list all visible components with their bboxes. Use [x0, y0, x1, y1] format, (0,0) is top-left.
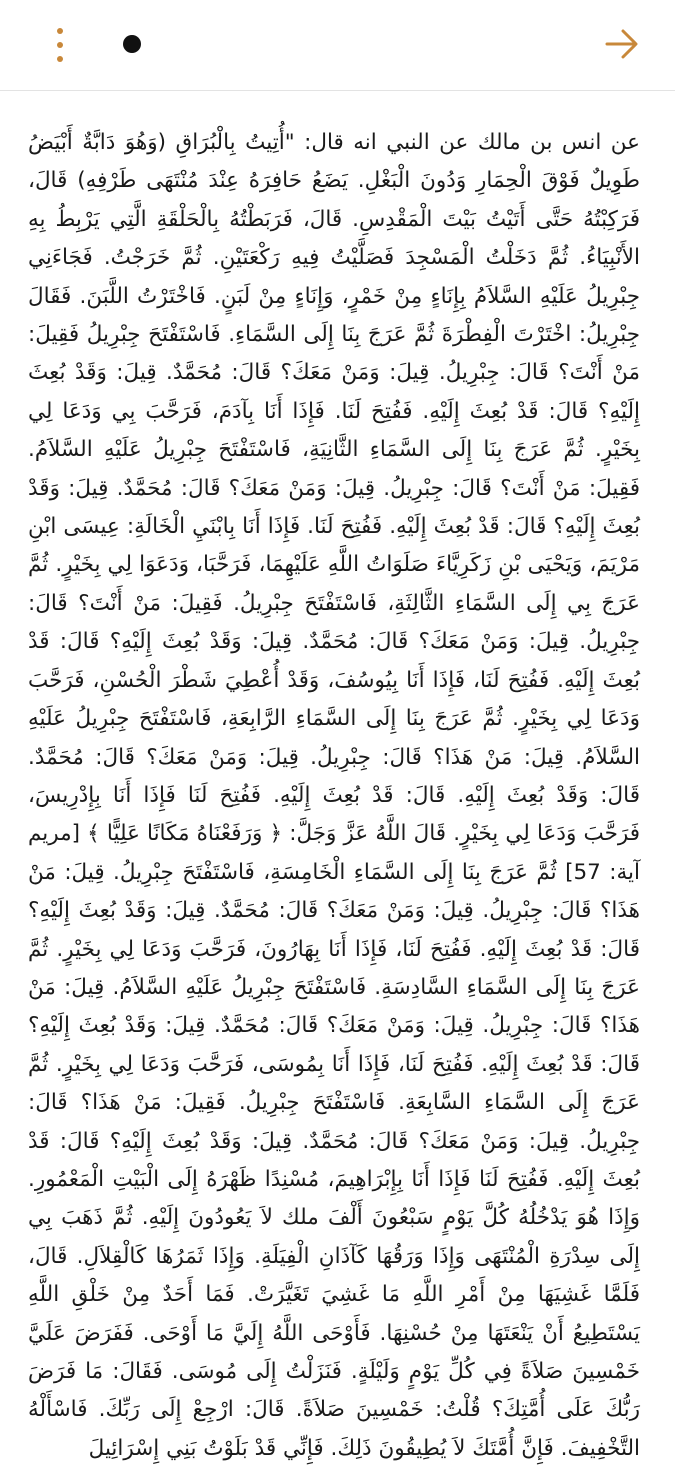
hadith-text-container	[28, 124, 640, 1461]
toolbar	[0, 0, 675, 91]
hadith-text: عن انس بن مالك عن النبي انه قال: "أُتِيتُ بِالْبُرَاقِ (وَهُوَ دَابَّةٌ أَبْيَضُ طَوِيلٌ فَوْقَ الْحِمَارِ وَدُونَ الْبَغْلِ. يَضَعُ حَافِرَهُ عِنْدَ مُنْتَهَى طَرْفِهِ) قَالَ، فَرَكِبْتُهُ حَتَّى أَتَيْتُ بَيْتَ الْمَقْدِسِ. قَالَ، فَرَبَطْتُهُ بِالْحَلْقَةِ الَّتِي يَرْبِطُ بِهِ الأَنْبِيَاءُ. ثُمَّ دَخَلْتُ الْمَسْجِدَ فَصَلَّيْتُ فِيهِ رَكْعَتَيْنِ. ثُمَّ خَرَجْتُ. فَجَاءَنِي جِبْرِيلُ عَلَيْهِ السَّلاَمُ بِإِنَاءٍ مِنْ خَمْرٍ، وَإِنَاءٍ مِنْ لَبَنٍ. فَاخْتَرْتُ اللَّبَنَ. فَقَالَ جِبْرِيلُ: اخْتَرْتَ الْفِطْرَةَ ثُمَّ عَرَجَ بِنَا إِلَى السَّمَاءِ. فَاسْتَفْتَحَ جِبْرِيلُ فَقِيلَ: مَنْ أَنْتَ؟ قَالَ: جِبْرِيلُ. قِيلَ: وَمَنْ مَعَكَ؟ قَالَ: مُحَمَّدٌ. قِيلَ: وَقَدْ بُعِثَ إِلَيْهِ؟ قَالَ: قَدْ بُعِثَ إِلَيْهِ. فَفُتِحَ لَنَا. فَإِذَا أَنَا بِآدَمَ، فَرَحَّبَ بِي وَدَعَا لِي بِخَيْرٍ. ثُمَّ عَرَجَ بِنَا إِلَى السَّمَاءِ الثَّانِيَةِ، فَاسْتَفْتَحَ جِبْرِيلُ عَلَيْهِ السَّلاَمُ. فَقِيلَ: مَنْ أَنْتَ؟ قَالَ: جِبْرِيلُ. قِيلَ: وَمَنْ مَعَكَ؟ قَالَ: مُحَمَّدٌ. قِيلَ: وَقَدْ بُعِثَ إِلَيْهِ؟ قَالَ: قَدْ بُعِثَ إِلَيْهِ. فَفُتِحَ لَنَا. فَإِذَا أَنَا بِابْنَيِ الْخَالَةِ: عِيسَى ابْنِ مَرْيَمَ، وَيَحْيَى بْنِ زَكَرِيَّاءَ صَلَوَاتُ اللَّهِ عَلَيْهِمَا، فَرَحَّبَا، وَدَعَوَا لِي بِخَيْرٍ. ثُمَّ عَرَجَ بِي إِلَى السَّمَاءِ الثَّالِثَةِ، فَاسْتَفْتَحَ جِبْرِيلُ. فَقِيلَ: مَنْ أَنْتَ؟ قَالَ: جِبْرِيلُ. قِيلَ: وَمَنْ مَعَكَ؟ قَالَ: مُحَمَّدٌ. قِيلَ: وَقَدْ بُعِثَ إِلَيْهِ؟ قَالَ: قَدْ بُعِثَ إِلَيْهِ. فَفُتِحَ لَنَا، فَإِذَا أَنَا بِيُوسُفَ، وَقَدْ أُعْطِيَ شَطْرَ الْحُسْنِ، فَرَحَّبَ وَدَعَا لِي بِخَيْرٍ. ثُمَّ عَرَجَ بِنَا إِلَى السَّمَاءِ الرَّابِعَةِ، فَاسْتَفْتَحَ جِبْرِيلُ عَلَيْهِ السَّلاَمُ. قِيلَ: مَنْ هَذَا؟ قَالَ: جِبْرِيلُ. قِيلَ: وَمَنْ مَعَكَ؟ قَالَ: مُحَمَّدٌ. قَالَ: وَقَدْ بُعِثَ إِلَيْهِ. قَالَ: قَدْ بُعِثَ إِلَيْهِ. فَفُتِحَ لَنَا فَإِذَا أَنَا بِإِدْرِيسَ، فَرَحَّبَ وَدَعَا لِي بِخَيْرٍ. قَالَ اللَّهُ عَزَّ وَجَلَّ: ﴿ وَرَفَعْنَاهُ مَكَانًا عَلِيًّا ﴾ [مريم آية: 57] ثُمَّ عَرَجَ بِنَا إِلَى السَّمَاءِ الْخَامِسَةِ، فَاسْتَفْتَحَ جِبْرِيلُ. قِيلَ: مَنْ هَذَا؟ قَالَ: جِبْرِيلُ. قِيلَ: وَمَنْ مَعَكَ؟ قَالَ: مُحَمَّدٌ. قِيلَ: وَقَدْ بُعِثَ إِلَيْهِ؟ قَالَ: قَدْ بُعِثَ إِلَيْهِ. فَفُتِحَ لَنَا، فَإِذَا أَنَا بِهَارُونَ، فَرَحَّبَ وَدَعَا لِي بِخَيْرٍ. ثُمَّ عَرَجَ بِنَا إِلَى السَّمَاءِ السَّادِسَةِ. فَاسْتَفْتَحَ جِبْرِيلُ عَلَيْهِ السَّلاَمُ. قِيلَ: مَنْ هَذَا؟ قَالَ: جِبْرِيلُ. قِيلَ: وَمَنْ مَعَكَ؟ قَالَ: مُحَمَّدٌ. قِيلَ: وَقَدْ بُعِثَ إِلَيْهِ؟ قَالَ: قَدْ بُعِثَ إِلَيْهِ. فَفُتِحَ لَنَا، فَإِذَا أَنَا بِمُوسَى، فَرَحَّبَ وَدَعَا لِي بِخَيْرٍ. ثُمَّ عَرَجَ إِلَى السَّمَاءِ السَّابِعَةِ. فَاسْتَفْتَحَ جِبْرِيلُ. فَقِيلَ: مَنْ هَذَا؟ قَالَ: جِبْرِيلُ. قِيلَ: وَمَنْ مَعَكَ؟ قَالَ: مُحَمَّدٌ. قِيلَ: وَقَدْ بُعِثَ إِلَيْهِ؟ قَالَ: قَدْ بُعِثَ إِلَيْهِ. فَفُتِحَ لَنَا فَإِذَا أَنَا بِإِبْرَاهِيمَ، مُسْنِدًا ظَهْرَهُ إِلَى الْبَيْتِ الْمَعْمُورِ. وَإِذَا هُوَ يَدْخُلُهُ كُلَّ يَوْمٍ سَبْعُونَ أَلْفَ ملك لاَ يَعُودُونَ إِلَيْهِ. ثُمَّ ذَهَبَ بِي إِلَى سِدْرَةِ الْمُنْتَهَى وَإِذَا وَرَقُهَا كَآذَانِ الْفِيَلَةِ. وَإِذَا ثَمَرُهَا كَالْقِلاَلِ. قَالَ، فَلَمَّا غَشِيَهَا مِنْ أَمْرِ اللَّهِ مَا غَشِيَ تَغَيَّرَتْ. فَمَا أَحَدٌ مِنْ خَلْقِ اللَّهِ يَسْتَطِيعُ أَنْ يَنْعَتَهَا مِنْ حُسْنِهَا. فَأَوْحَى اللَّهُ إِلَيَّ مَا أَوْحَى. فَفَرَضَ عَلَيَّ خَمْسِينَ صَلاَةً فِي كُلِّ يَوْمٍ وَلَيْلَةٍ. فَنَزَلْتُ إِلَى مُوسَى. فَقَالَ: مَا فَرَضَ رَبُّكَ عَلَى أُمَّتِكَ؟ قُلْتُ: خَمْسِينَ صَلاَةً. قَالَ: ارْجِعْ إِلَى رَبِّكَ. فَاسْأَلْهُ التَّخْفِيفَ. فَإِنَّ أُمَّتَكَ لاَ يُطِيقُونَ ذَلِكَ. فَإِنِّي قَدْ بَلَوْتُ بَنِي إِسْرَائِيلَ	[28, 130, 640, 1461]
more-options-icon[interactable]	[52, 28, 68, 62]
forward-arrow-icon[interactable]	[604, 26, 640, 62]
status-dot-icon	[123, 35, 141, 53]
